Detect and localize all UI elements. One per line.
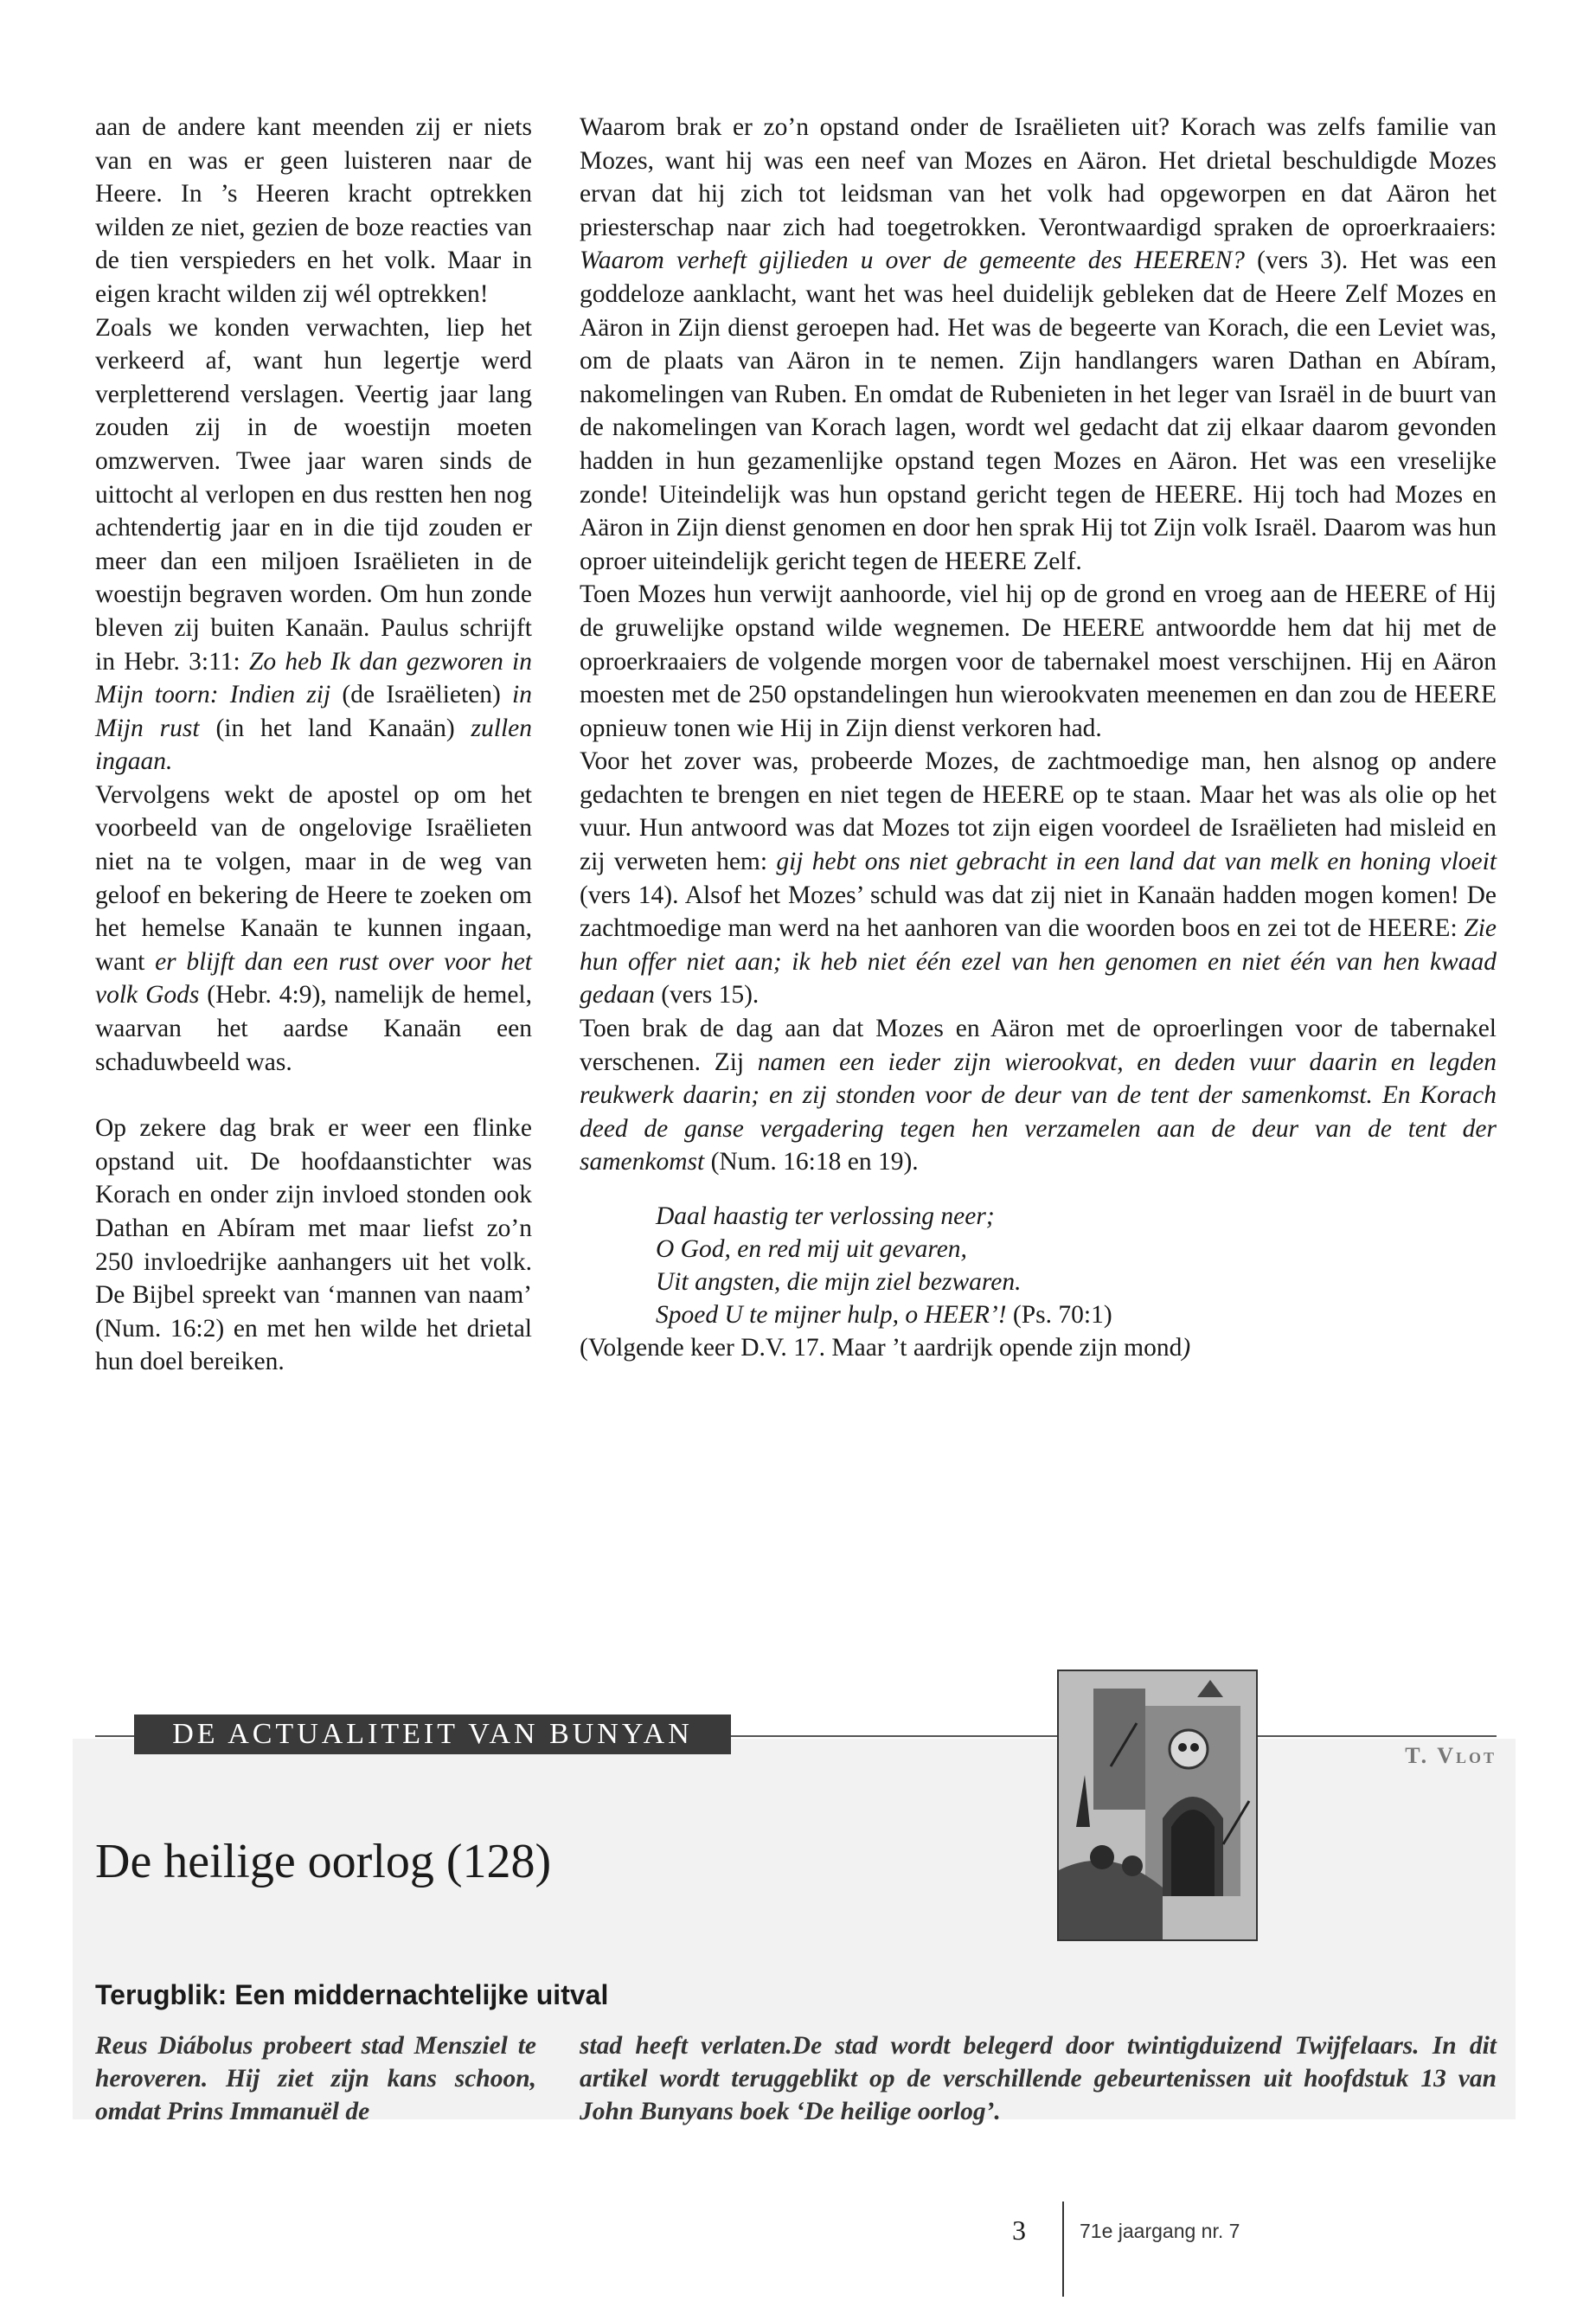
next-installment-note: (Volgende keer D.V. 17. Maar ’t aardrijk opende zijn mond) [580,1334,1191,1362]
engraving-illustration [1057,1670,1258,1941]
left-paragraph-1: aan de andere kant meenden zij er niets van en was er geen luisteren naar de Heere. In ’s Heeren kracht optrekken wilden ze niet, gezien de boze reacties van de tien verspieders en het volk. Maar in eigen kracht wilden zij wél optrekken! [95,113,532,308]
page-number: 3 [1012,2214,1026,2246]
right-paragraph-3: Voor het zover was, probeerde Mozes, de zachtmoedige man, hen alsnog op andere gedachten te brengen en niet tegen de HEERE op te staan. Maar het was als olie op het vuur. Hun antwoord was dat Mozes tot zijn eigen voordeel de Israëlieten had misleid en zij verweten hem: gij hebt ons niet gebracht in een land dat van melk en honing vloeit (vers 14). Alsof het Mozes’ schuld was dat zij niet in Kanaän hadden mogen komen! De zachtmoedige man werd na het aanhoren van die woorden boos en zei tot de HEERE: Zie hun offer niet aan; ik heb niet één ezel van hen genomen en niet één van hen kwaad gedaan (vers 15). [580,747,1497,1009]
article-intro-left: Reus Diábolus probeert stad Mensziel te heroveren. Hij ziet zijn kans schoon, omdat Prins Immanuël de [95,2032,536,2125]
poem-line: Uit angsten, die mijn ziel bezwaren. [656,1268,1022,1296]
psalm-reference: (Ps. 70:1) [1012,1301,1112,1329]
left-paragraph-3: Vervolgens wekt de apostel op om het voorbeeld van de ongelovige Israëlieten niet na te volgen, maar in de weg van geloof en bekering de Heere te zoeken om het hemelse Kanaän te kunnen ingaan, want er blijft dan een rust over voor het volk Gods (Hebr. 4:9), namelijk de hemel, waarvan het aardse Kanaän een schaduwbeeld was. [95,780,532,1076]
article-subtitle: Terugblik: Een middernachtelijke uitval [95,1979,609,2010]
right-paragraph-4: Toen brak de dag aan dat Mozes en Aäron met de oproerlingen voor de tabernakel verschenen. Zij namen een ieder zijn wierookvat, en deden vuur daarin en legden reukwerk daarin; en zij stonden voor de deur van de tent der samenkomst. En Korach deed de ganse vergadering tegen hen verzamelen aan de deur van de tent der samenkomst (Num. 16:18 en 19). [580,1015,1497,1176]
left-paragraph-2: Zoals we konden verwachten, liep het verkeerd af, want hun legertje werd verpletterend verslagen. Veertig jaar lang zouden zij in de woestijn moeten omzwerven. Twee jaar waren sinds de uittocht al verlopen en dus restten hen nog achtendertig jaar en in die tijd zouden er meer dan een miljoen Israëlieten in de woestijn begraven worden. Om hun zonde bleven zij buiten Kanaän. Paulus schrijft in Hebr. 3:11: Zo heb Ik dan gezworen in Mijn toorn: Indien zij (de Israëlieten) in Mijn rust (in het land Kanaän) zullen ingaan. [95,313,533,776]
issue-label: 71e jaargang nr. 7 [1080,2220,1240,2242]
left-column [95,111,532,1379]
author-name: T. Vlot [1405,1743,1497,1768]
footer-divider [1062,2202,1064,2297]
article-title: De heilige oorlog (128) [95,1835,552,1888]
psalm-quote [656,1200,1497,1331]
right-column [580,111,1497,1365]
left-paragraph-4: Op zekere dag brak er weer een flinke opstand uit. De hoofdaanstichter was Korach en onder zijn invloed stonden ook Dathan en Abíram met maar liefst zo’n 250 invloedrijke aanhangers uit het volk. De Bijbel spreekt van ‘mannen van naam’ (Num. 16:2) en met hen wilde het drietal hun doel bereiken. [95,1114,532,1376]
poem-line: Spoed U te mijner hulp, o HEER’! (Ps. 70:1) [656,1301,1112,1329]
article-intro-right: stad heeft verlaten.De stad wordt belegerd door twintigduizend Twijfelaars. In dit artikel wordt teruggeblikt op de verschillende gebeurtenissen uit hoofdstuk 13 van John Bunyans boek ‘De heilige oorlog’. [580,2032,1497,2125]
right-paragraph-1: Waarom brak er zo’n opstand onder de Israëlieten uit? Korach was zelfs familie van Mozes, want hij was een neef van Mozes en Aäron. Het drietal beschuldigde Mozes ervan dat hij zich tot leidsman van het volk had opgeworpen en dat Aäron het priesterschap naar zich had toegetrokken. Verontwaardigd spraken de oproerkraaiers: Waarom verheft gijlieden u over de gemeente des HEEREN? (vers 3). Het was een goddeloze aanklacht, want het was heel duidelijk gebleken dat de Heere Zelf Mozes en Aäron in Zijn dienst geroepen had. Het was de begeerte van Korach, die een Leviet was, om de plaats van Aäron in te nemen. Zijn handlangers waren Dathan en Abíram, nakomelingen van Ruben. En omdat de Rubenieten in het leger van Israël in de buurt van de nakomelingen van Korach lagen, wordt wel gedacht dat zij elkaar daarom gevonden hadden in hun gezamenlijke opstand tegen Mozes en Aäron. Het was een vreselijke zonde! Uiteindelijk was hun opstand gericht tegen de HEERE. Hij toch had Mozes en Aäron in Zijn dienst genomen en door hen sprak Hij tot Zijn volk Israël. Daarom was hun oproer uiteindelijk gericht tegen de HEERE Zelf. [580,113,1497,575]
section-label: DE ACTUALITEIT VAN BUNYAN [134,1715,731,1754]
poem-line: O God, en red mij uit gevaren, [656,1235,967,1263]
poem-line: Daal haastig ter verlossing neer; [656,1202,995,1230]
right-paragraph-2: Toen Mozes hun verwijt aanhoorde, viel hij op de grond en vroeg aan de HEERE of Hij de gruwelijke opstand wilde wegnemen. De HEERE antwoordde hem dat hij met de oproerkraaiers de volgende morgen voor de tabernakel moest verschijnen. Hij en Aäron moesten met de 250 opstandelingen hun wierookvaten meenemen en dan zou de HEERE opnieuw tonen wie Hij in Zijn dienst verkoren had. [580,580,1497,742]
